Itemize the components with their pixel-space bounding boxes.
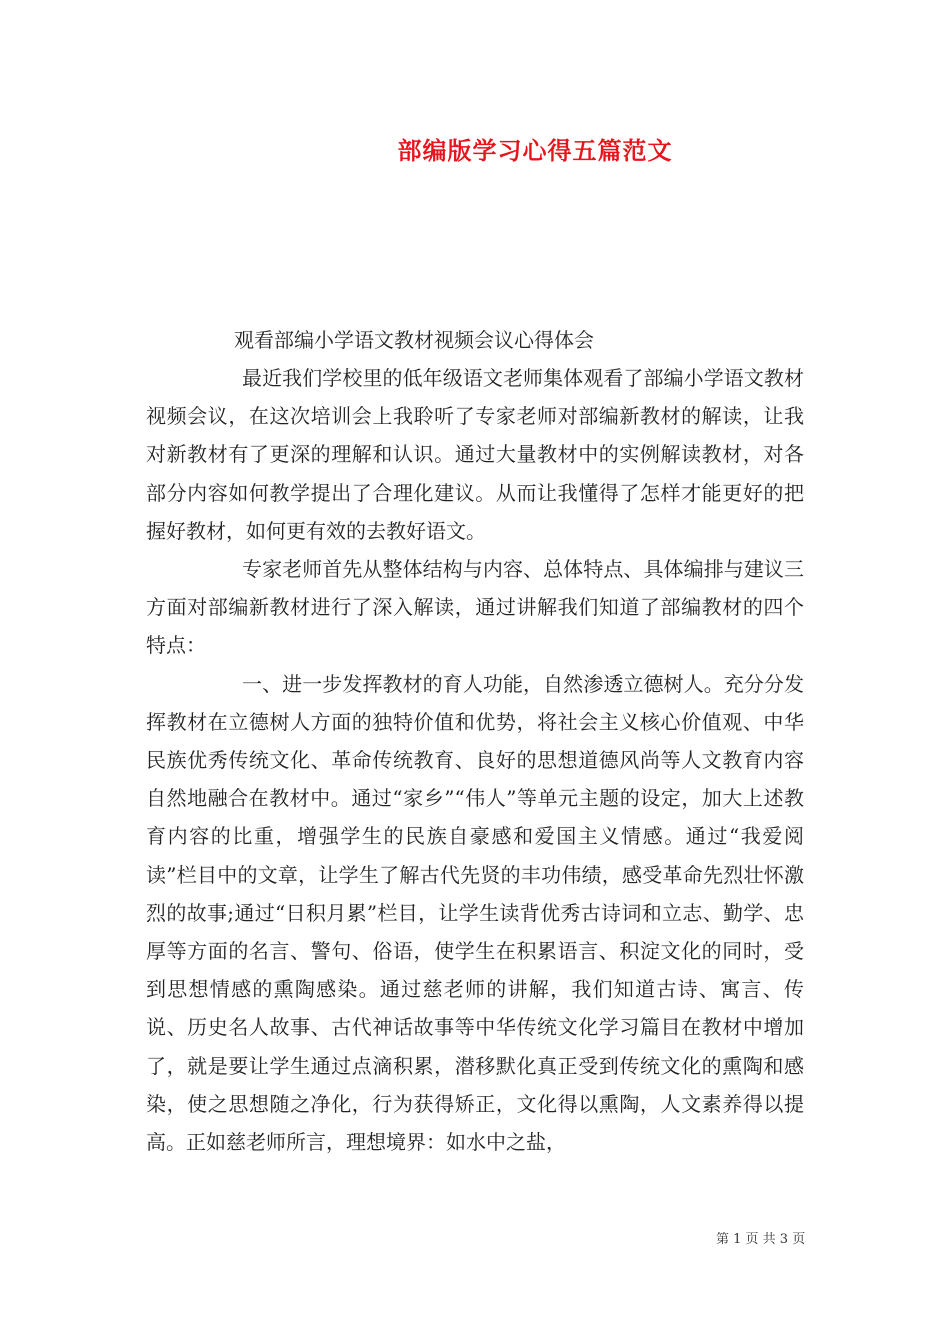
document-title: 部编版学习心得五篇范文 [397,136,673,165]
article-subtitle: 观看部编小学语文教材视频会议心得体会 [234,328,594,352]
page-number-footer: 第 1 页 共 3 页 [716,1232,806,1247]
paragraph-point-one: 一、进一步发挥教材的育人功能，自然渗透立德树人。充分分发挥教材在立德树人方面的独特价值和优势，将社会主义核心价值观、中华民族优秀传统文化、革命传统教育、良好的思想道德风尚等人文教育内容自然地融合在教材中。通过“家乡”“伟人”等单元主题的设定，加大上述教育内容的比重，增强学生的民族自豪感和爱国主义情感。通过“我爱阅读”栏目中的文章，让学生了解古代先贤的丰功伟绩，感受革命先烈壮怀激烈的故事;通过“日积月累”栏目，让学生读背优秀古诗词和立志、勤学、忠厚等方面的名言、警句、俗语，使学生在积累语言、积淀文化的同时，受到思想情感的熏陶感染。通过慈老师的讲解，我们知道古诗、寓言、传说、历史名人故事、古代神话故事等中华传统文化学习篇目在教材中增加了，就是要让学生通过点滴积累，潜移默化真正受到传统文化的熏陶和感染，使之思想随之净化，行为获得矫正，文化得以熏陶，人文素养得以提高。正如慈老师所言，理想境界：如水中之盐， [146,671,804,1155]
paragraph-intro: 最近我们学校里的低年级语文老师集体观看了部编小学语文教材视频会议，在这次培训会上我聆听了专家老师对部编新教材的解读，让我对新教材有了更深的理解和认识。通过大量教材中的实例解读教材，对各部分内容如何教学提出了合理化建议。从而让我懂得了怎样才能更好的把握好教材，如何更有效的去教好语文。 [146,366,804,543]
paragraph-overview: 专家老师首先从整体结构与内容、总体特点、具体编排与建议三方面对部编新教材进行了深入解读，通过讲解我们知道了部编教材的四个特点： [146,557,804,658]
document-body [146,321,804,1161]
